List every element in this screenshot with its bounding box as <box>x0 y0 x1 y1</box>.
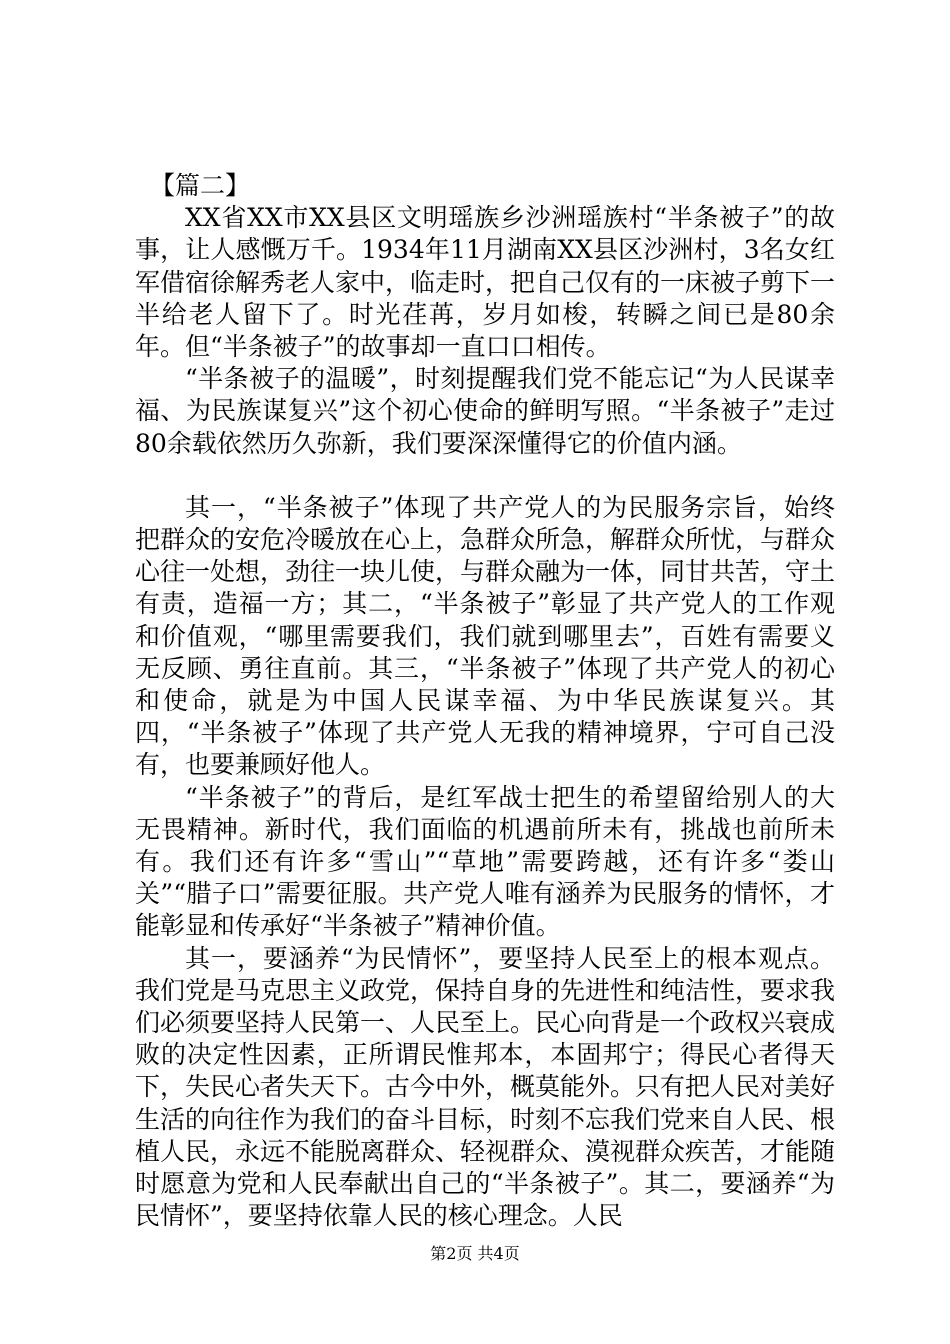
paragraph: “半条被子”的背后，是红军战士把生的希望留给别人的大无畏精神。新时代，我们面临的机遇前所未有，挑战也前所未有。我们还有许多“雪山”“草地”需要跨越，还有许多“娄山关”“腊子口”需要征服。共产党人唯有涵养为民服务的情怀，才能彰显和传承好“半条被子”精神价值。 <box>135 782 835 941</box>
page-footer: 第2页 共4页 <box>430 1244 520 1263</box>
section-heading: 【篇二】 <box>150 171 251 200</box>
paragraph: 其一，要涵养“为民情怀”，要坚持人民至上的根本观点。我们党是马克思主义政党，保持自身的先进性和纯洁性，要求我们必须要坚持人民第一、人民至上。民心向背是一个政权兴衰成败的决定性因素，正所谓民惟邦本，本固邦宁；得民心者得天下，失民心者失天下。古今中外，概莫能外。只有把人民对美好生活的向往作为我们的奋斗目标，时刻不忘我们党来自人民、根植人民，永远不能脱离群众、轻视群众、漠视群众疾苦，才能随时愿意为党和人民奉献出自己的“半条被子”。其二，要涵养“为民情怀”，要坚持依靠人民的核心理念。人民 <box>135 943 836 1231</box>
paragraph: “半条被子的温暖”，时刻提醒我们党不能忘记“为人民谋幸福、为民族谋复兴”这个初心使命的鲜明写照。“半条被子”走过80余载依然历久弥新，我们要深深懂得它的价值内涵。 <box>135 364 835 458</box>
paragraph: XX省XX市XX县区文明瑶族乡沙洲瑶族村“半条被子”的故事，让人感慨万千。1934年11月湖南XX县区沙洲村，3名女红军借宿徐解秀老人家中，临走时，把自己仅有的一床被子剪下一半给老人留下了。时光荏苒，岁月如梭，转瞬之间已是80余年。但“半条被子”的故事却一直口口相传。 <box>135 203 836 362</box>
document-body <box>135 170 835 1233</box>
paragraph: 其一，“半条被子”体现了共产党人的为民服务宗旨，始终把群众的安危冷暖放在心上，急群众所急，解群众所忧，与群众心往一处想，劲往一块儿使，与群众融为一体，同甘共苦，守土有责，造福一方；其二，“半条被子”彰显了共产党人的工作观和价值观，“哪里需要我们，我们就到哪里去”，百姓有需要义无反顾、勇往直前。其三，“半条被子”体现了共产党人的初心和使命，就是为中国人民谋幸福、为中华民族谋复兴。其四，“半条被子”体现了共产党人无我的精神境界，宁可自己没有，也要兼顾好他人。 <box>135 492 836 780</box>
